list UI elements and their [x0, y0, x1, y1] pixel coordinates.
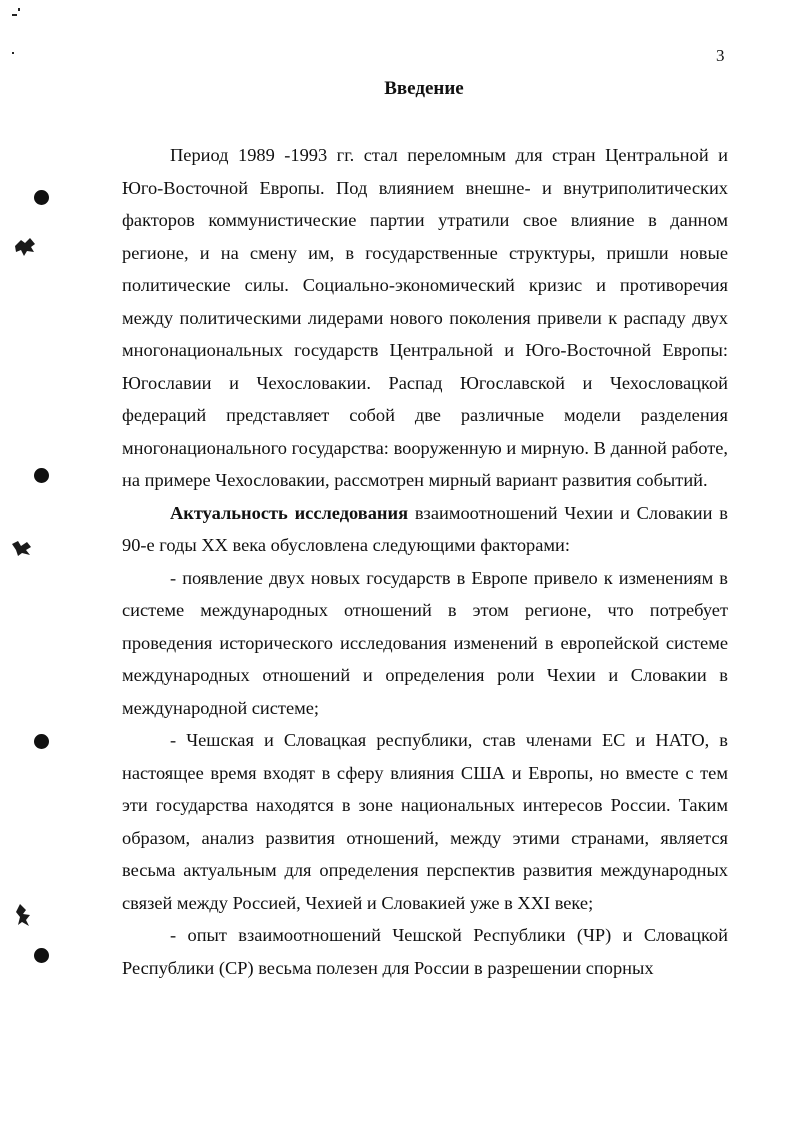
punch-hole: [34, 948, 49, 963]
list-item-new-states-text: - появление двух новых государств в Европе привело к изменениям в системе международных отношений в этом регионе, что потребует проведения исторического исследования изменений в европейской системе международных отношений и определения роли Чехии и Словакии в международной системе;: [122, 567, 728, 718]
punch-hole: [34, 468, 49, 483]
paragraph-intro: [122, 139, 728, 497]
document-body: [122, 139, 728, 984]
scan-speck: [12, 52, 14, 54]
list-item-eu-nato-text: - Чешская и Словацкая республики, став членами ЕС и НАТО, в настоящее время входят в сферу влияния США и Европы, но вместе с тем эти государства находятся в зоне национальных интересов России. Таким образом, анализ развития отношений, между этими странами, является весьма актуальным для определения перспектив развития международных связей между Россией, Чехией и Словакией уже в XXI веке;: [122, 730, 728, 913]
list-item-new-states: [122, 562, 728, 725]
scan-mark-icon: [10, 538, 34, 558]
page-title: Введение: [384, 78, 464, 99]
punch-hole: [34, 190, 49, 205]
scan-mark-icon: [14, 902, 36, 928]
scan-speck: [18, 8, 20, 11]
list-item-experience: [122, 919, 728, 984]
paragraph-relevance: [122, 497, 728, 562]
page-number: 3: [716, 46, 725, 65]
paragraph-intro-text: Период 1989 -1993 гг. стал переломным для стран Центральной и Юго-Восточной Европы. Под влиянием внешне- и внутриполитических факторов коммунистические партии утратили свое влияние в данном регионе, и на смену им, в государственные структуры, пришли новые политические силы. Социально-экономический кризис и противоречия между политическими лидерами нового поколения привели к распаду двух многонациональных государств Центральной и Юго-Восточной Европы: Югославии и Чехословакии. Распад Югославской и Чехословацкой федераций представляет собой две различные модели разделения многонационального государства: вооруженную и мирную. В данной работе, на примере Чехословакии, рассмотрен мирный вариант развития событий.: [122, 145, 728, 490]
punch-hole: [34, 734, 49, 749]
list-item-experience-text: - опыт взаимоотношений Чешской Республики (ЧР) и Словацкой Республики (СР) весьма полезен для России в разрешении спорных: [122, 925, 728, 978]
relevance-heading: Актуальность исследования: [170, 502, 409, 523]
scan-mark-icon: [12, 236, 38, 258]
paragraph-relevance-text: взаимоотношений Чехии и Словакии в 90-е годы XX века обусловлена следующими факторами:: [122, 502, 728, 555]
list-item-eu-nato: [122, 724, 728, 919]
scan-speck: [12, 14, 17, 16]
